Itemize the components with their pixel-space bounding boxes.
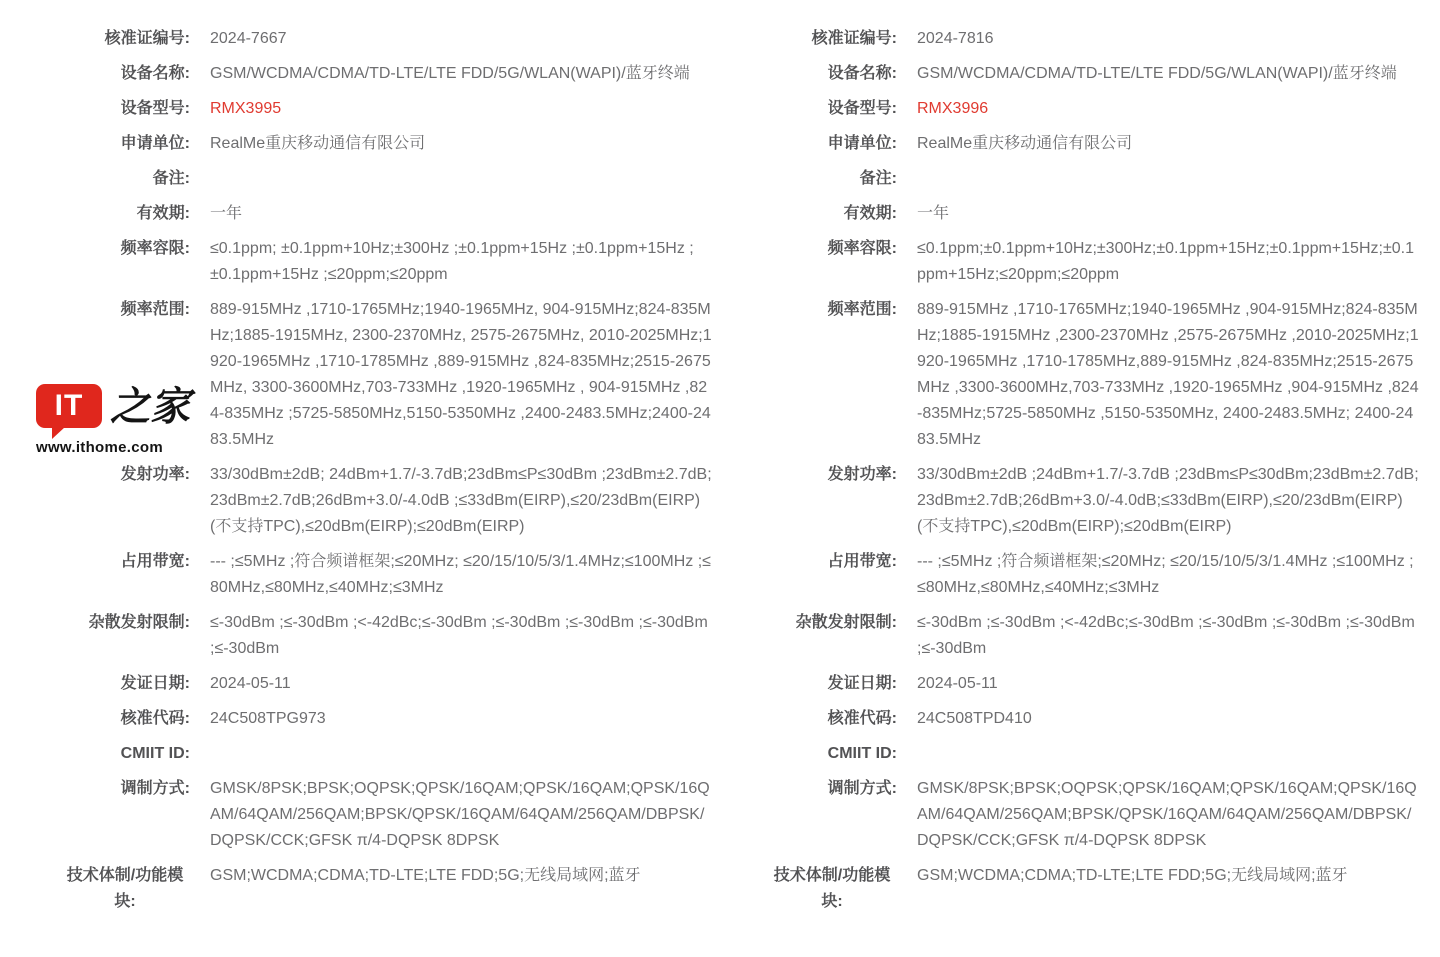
field-row-cmiit-id: [60, 741, 712, 767]
field-value: 一年: [210, 205, 243, 222]
field-value: ≤-30dBm ;≤-30dBm ;<-42dBc;≤-30dBm ;≤-30dBm ;≤-30dBm ;≤-30dBm ;≤-30dBm: [210, 614, 708, 657]
field-label: 设备名称:: [827, 65, 897, 82]
field-row-applicant: [767, 131, 1419, 157]
field-value: GSM/WCDMA/CDMA/TD-LTE/LTE FDD/5G/WLAN(WAPI)/蓝牙终端: [210, 65, 690, 82]
field-row-spurious-emission-limit: [767, 610, 1419, 662]
field-value: GMSK/8PSK;BPSK;OQPSK;QPSK/16QAM;QPSK/16QAM;QPSK/16QAM/64QAM/256QAM;BPSK/QPSK/16QAM/64QAM/256QAM/DBPSK/DQPSK/CCK;GFSK π/4-DQPSK 8DPSK: [917, 780, 1417, 849]
field-label: 有效期:: [843, 205, 897, 222]
field-value: --- ;≤5MHz ;符合频谱框架;≤20MHz; ≤20/15/10/5/3/1.4MHz;≤100MHz ;≤80MHz,≤80MHz,≤40MHz;≤3MHz: [210, 553, 711, 596]
field-label: 频率范围:: [827, 301, 897, 318]
field-label: CMIIT ID:: [120, 745, 190, 762]
field-row-license-number: [767, 26, 1419, 52]
field-row-modulation: [60, 776, 712, 854]
field-value: 33/30dBm±2dB ;24dBm+1.7/-3.7dB ;23dBm≤P≤30dBm;23dBm±2.7dB;23dBm±2.7dB;26dBm+3.0/-4.0dB;≤33dBm(EIRP),≤20/23dBm(EIRP)(不支持TPC),≤20dBm(EIRP);≤20dBm(EIRP): [917, 466, 1419, 535]
field-row-device-name: [767, 61, 1419, 87]
field-value: 2024-05-11: [917, 675, 998, 692]
field-value: GSM;WCDMA;CDMA;TD-LTE;LTE FDD;5G;无线局域网;蓝牙: [917, 867, 1348, 884]
field-row-remarks: [767, 166, 1419, 192]
field-value: 2024-05-11: [210, 675, 291, 692]
field-label: 频率容限:: [827, 240, 897, 257]
ithome-logo-name: 之家: [110, 383, 190, 430]
field-label: 频率范围:: [120, 301, 190, 318]
field-value: [210, 741, 712, 767]
field-row-remarks: [60, 166, 712, 192]
field-value: ≤0.1ppm; ±0.1ppm+10Hz;±300Hz ;±0.1ppm+15Hz ;±0.1ppm+15Hz ;±0.1ppm+15Hz ;≤20ppm;≤20ppm: [210, 240, 694, 283]
field-row-approval-code: [767, 706, 1419, 732]
field-row-tech-standard: [767, 863, 1419, 915]
field-row-validity: [767, 201, 1419, 227]
ithome-badge-text: IT: [54, 389, 84, 422]
field-label: 核准代码:: [120, 710, 190, 727]
field-value: 889-915MHz ,1710-1765MHz;1940-1965MHz, 904-915MHz;824-835MHz;1885-1915MHz, 2300-2370MHz, 2575-2675MHz, 2010-2025MHz;1920-1965MHz ,1710-1785MHz ,889-915MHz ,824-835MHz;2515-2675MHz, 3300-3600MHz,703-733MHz ,1920-1965MHz , 904-915MHz ,824-835MHz ;5725-5850MHz,5150-5350MHz ,2400-2483.5MHz;2400-2483.5MHz: [210, 301, 712, 448]
ithome-badge-icon: [36, 384, 102, 428]
ithome-logo-url: www.ithome.com: [36, 439, 163, 456]
field-label: 申请单位:: [120, 135, 190, 152]
field-row-applicant: [60, 131, 712, 157]
field-label: 核准代码:: [827, 710, 897, 727]
field-label: 设备型号:: [827, 100, 897, 117]
field-row-license-number: [60, 26, 712, 52]
field-row-tech-standard: [60, 863, 712, 915]
field-value: GMSK/8PSK;BPSK;OQPSK;QPSK/16QAM;QPSK/16QAM;QPSK/16QAM/64QAM/256QAM;BPSK/QPSK/16QAM/64QAM/256QAM/DBPSK/DQPSK/CCK;GFSK π/4-DQPSK 8DPSK: [210, 780, 710, 849]
field-value: ≤0.1ppm;±0.1ppm+10Hz;±300Hz;±0.1ppm+15Hz;±0.1ppm+15Hz;±0.1ppm+15Hz;≤20ppm;≤20ppm: [917, 240, 1414, 283]
field-label: 发射功率:: [120, 466, 190, 483]
field-label: 核准证编号:: [104, 30, 190, 47]
field-label: 调制方式:: [827, 780, 897, 797]
field-value: RealMe重庆移动通信有限公司: [210, 135, 426, 152]
field-value: 33/30dBm±2dB; 24dBm+1.7/-3.7dB;23dBm≤P≤30dBm ;23dBm±2.7dB;23dBm±2.7dB;26dBm+3.0/-4.0dB ;≤33dBm(EIRP),≤20/23dBm(EIRP)(不支持TPC),≤20dBm(EIRP);≤20dBm(EIRP): [210, 466, 712, 535]
field-row-transmit-power: [60, 462, 712, 540]
field-row-device-model: [767, 96, 1419, 122]
field-value: RMX3996: [917, 100, 989, 117]
field-value: [917, 741, 1419, 767]
field-label: 有效期:: [136, 205, 190, 222]
field-value: 24C508TPD410: [917, 710, 1032, 727]
field-label: 发射功率:: [827, 466, 897, 483]
field-label: 备注:: [152, 170, 190, 187]
field-value: 2024-7667: [210, 30, 287, 47]
speech-bubble-tail-icon: [52, 427, 65, 439]
field-value: [917, 166, 1419, 192]
field-row-approval-code: [60, 706, 712, 732]
field-row-device-model: [60, 96, 712, 122]
field-label: 核准证编号:: [811, 30, 897, 47]
field-value: GSM;WCDMA;CDMA;TD-LTE;LTE FDD;5G;无线局域网;蓝牙: [210, 867, 641, 884]
field-row-issue-date: [767, 671, 1419, 697]
field-label: 杂散发射限制:: [88, 614, 190, 631]
field-label: 调制方式:: [120, 780, 190, 797]
field-row-frequency-tolerance: [60, 236, 712, 288]
field-row-issue-date: [60, 671, 712, 697]
certificate-left: [60, 26, 712, 924]
field-row-occupied-bandwidth: [767, 549, 1419, 601]
field-label: 杂散发射限制:: [795, 614, 897, 631]
field-row-device-name: [60, 61, 712, 87]
field-value: 24C508TPG973: [210, 710, 326, 727]
field-value: ≤-30dBm ;≤-30dBm ;<-42dBc;≤-30dBm ;≤-30dBm ;≤-30dBm ;≤-30dBm ;≤-30dBm: [917, 614, 1415, 657]
field-label: 技术体制/功能模块:: [773, 867, 891, 910]
field-row-transmit-power: [767, 462, 1419, 540]
field-label: 发证日期:: [827, 675, 897, 692]
field-value: 一年: [917, 205, 950, 222]
field-label: 占用带宽:: [827, 553, 897, 570]
field-label: 备注:: [859, 170, 897, 187]
field-label: 技术体制/功能模块:: [66, 867, 184, 910]
field-row-validity: [60, 201, 712, 227]
field-row-cmiit-id: [767, 741, 1419, 767]
field-value: 2024-7816: [917, 30, 994, 47]
field-label: 设备型号:: [120, 100, 190, 117]
field-label: 申请单位:: [827, 135, 897, 152]
field-value: 889-915MHz ,1710-1765MHz;1940-1965MHz ,904-915MHz;824-835MHz;1885-1915MHz ,2300-2370MHz ,2575-2675MHz ,2010-2025MHz;1920-1965MHz ,1710-1785MHz,889-915MHz ,824-835MHz;2515-2675MHz ,3300-3600MHz,703-733MHz ,1920-1965MHz ,904-915MHz ,824-835MHz;5725-5850MHz ,5150-5350MHz, 2400-2483.5MHz; 2400-2483.5MHz: [917, 301, 1419, 448]
field-value: [210, 166, 712, 192]
field-value: RealMe重庆移动通信有限公司: [917, 135, 1133, 152]
field-label: CMIIT ID:: [827, 745, 897, 762]
field-row-modulation: [767, 776, 1419, 854]
field-value: RMX3995: [210, 100, 282, 117]
field-value: --- ;≤5MHz ;符合频谱框架;≤20MHz; ≤20/15/10/5/3/1.4MHz ;≤100MHz ;≤80MHz,≤80MHz,≤40MHz;≤3MHz: [917, 553, 1414, 596]
field-row-frequency-range: [767, 297, 1419, 453]
field-row-frequency-tolerance: [767, 236, 1419, 288]
ithome-logo: [36, 384, 190, 456]
field-row-spurious-emission-limit: [60, 610, 712, 662]
field-label: 发证日期:: [120, 675, 190, 692]
field-row-occupied-bandwidth: [60, 549, 712, 601]
certificate-right: [767, 26, 1419, 924]
field-label: 设备名称:: [120, 65, 190, 82]
field-label: 频率容限:: [120, 240, 190, 257]
field-label: 占用带宽:: [120, 553, 190, 570]
field-value: GSM/WCDMA/CDMA/TD-LTE/LTE FDD/5G/WLAN(WAPI)/蓝牙终端: [917, 65, 1397, 82]
